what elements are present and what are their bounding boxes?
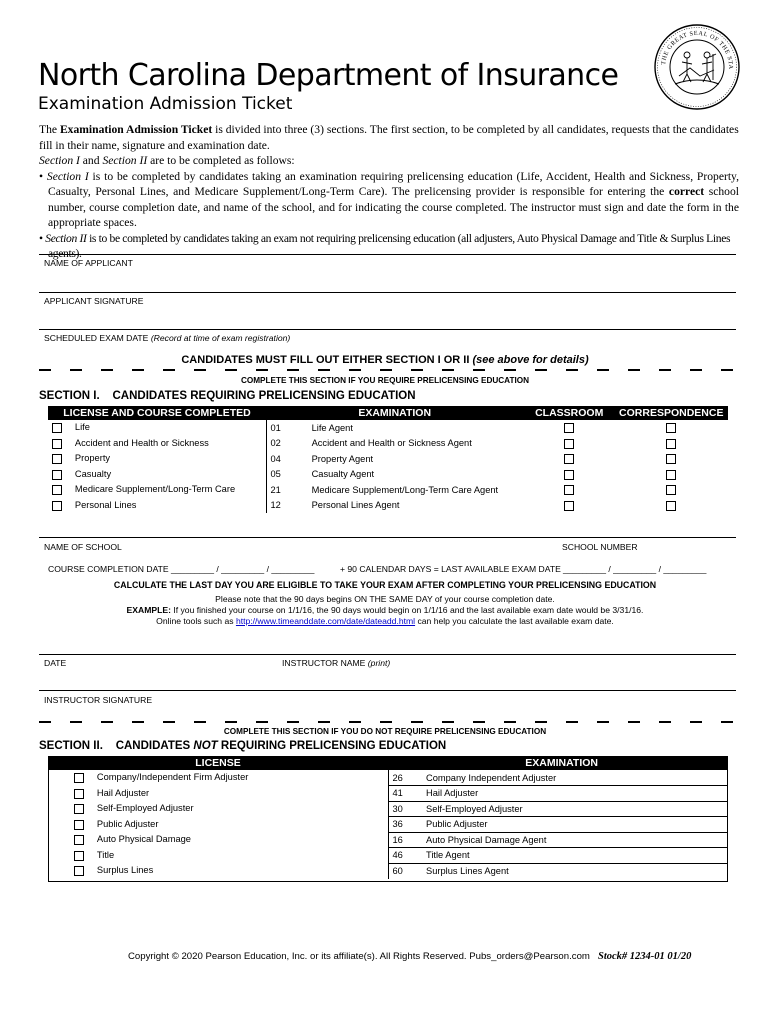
table-row: Property 04 Property Agent — [48, 451, 728, 467]
exam-code: 04 — [266, 451, 308, 467]
classroom-checkbox[interactable] — [564, 470, 574, 480]
course-checkbox[interactable] — [52, 501, 62, 511]
table-row: Casualty 05 Casualty Agent — [48, 467, 728, 483]
exam-code: 60 — [388, 863, 422, 879]
exam-name: Casualty Agent — [311, 469, 375, 480]
completion-date-field[interactable]: _________ / _________ / _________ — [171, 564, 315, 574]
table-row: Life 01 Life Agent — [48, 420, 728, 436]
applicant-signature-label: APPLICANT SIGNATURE — [44, 296, 144, 306]
exam-code: 46 — [388, 848, 422, 864]
license-checkbox[interactable] — [74, 835, 84, 845]
section2-bullet: • Section II is to be completed by candidates taking an exam not requiring prelicensing education (all adjusters, Auto Physical Damage and Title & Surplus Lines agents). — [39, 231, 731, 260]
last-exam-date-field[interactable]: _________ / _________ / _________ — [563, 564, 707, 574]
instructor-signature-line[interactable] — [39, 690, 736, 691]
license-checkbox[interactable] — [74, 820, 84, 830]
sections-intro: Section I and Section II are to be completed as follows: — [39, 154, 295, 167]
exam-code: 21 — [266, 482, 308, 498]
col-license-course: LICENSE AND COURSE COMPLETED — [48, 406, 266, 420]
correspondence-checkbox[interactable] — [666, 423, 676, 433]
exam-name: Medicare Supplement/Long-Term Care Agent — [311, 484, 499, 495]
cut-line — [39, 721, 736, 723]
classroom-checkbox[interactable] — [564, 485, 574, 495]
classroom-checkbox[interactable] — [564, 454, 574, 464]
table-row: Company/Independent Firm Adjuster 26 Company Independent Adjuster — [48, 770, 728, 786]
instructor-signature-label: INSTRUCTOR SIGNATURE — [44, 695, 153, 705]
license-checkbox[interactable] — [74, 866, 84, 876]
school-line[interactable] — [39, 537, 736, 538]
exam-name: Personal Lines Agent — [311, 500, 400, 511]
school-number-label: SCHOOL NUMBER — [562, 542, 638, 552]
license-checkbox[interactable] — [74, 851, 84, 861]
col-examination: EXAMINATION — [388, 756, 728, 770]
correspondence-checkbox[interactable] — [666, 485, 676, 495]
classroom-checkbox[interactable] — [564, 501, 574, 511]
calc-tools: Online tools such as http://www.timeanddate.com/date/dateadd.html can help you calculate the last available exam date. — [156, 616, 614, 626]
timeanddate-link[interactable]: http://www.timeanddate.com/date/dateadd.html — [235, 616, 416, 626]
table-row: Medicare Supplement/Long-Term Care 21 Medicare Supplement/Long-Term Care Agent — [48, 482, 728, 498]
instructor-name-label: INSTRUCTOR NAME (print) — [282, 658, 391, 668]
state-seal-logo — [654, 24, 740, 110]
classroom-checkbox[interactable] — [564, 439, 574, 449]
exam-name: Public Adjuster — [422, 817, 728, 833]
exam-name: Property Agent — [311, 453, 374, 464]
correspondence-checkbox[interactable] — [666, 454, 676, 464]
correspondence-checkbox[interactable] — [666, 439, 676, 449]
license-checkbox[interactable] — [74, 773, 84, 783]
instructions — [39, 122, 739, 262]
table-row: Hail Adjuster 41 Hail Adjuster — [48, 786, 728, 802]
course-checkbox[interactable] — [52, 439, 62, 449]
section2-instruction: COMPLETE THIS SECTION IF YOU DO NOT REQUIRE PRELICENSING EDUCATION — [223, 727, 547, 736]
exam-name: Surplus Lines Agent — [422, 863, 728, 879]
section1-heading: SECTION I. CANDIDATES REQUIRING PRELICENSING EDUCATION — [39, 390, 416, 402]
cut-line — [39, 369, 736, 371]
exam-name: Title Agent — [422, 848, 728, 864]
col-correspondence: CORRESPONDENCE — [615, 406, 727, 420]
exam-code: 01 — [266, 420, 308, 436]
exam-code: 41 — [388, 786, 422, 802]
section1-table — [48, 406, 728, 513]
exam-code: 16 — [388, 832, 422, 848]
copyright: Copyright © 2020 Pearson Education, Inc. or its affiliate(s). All Rights Reserved. Pubs_orders@Pearson.com — [128, 951, 590, 962]
section1-bullet: • Section I is to be completed by candidates taking an examination requiring prelicensing education (Life, Accident, Health and Sickness, Property, Casualty, Personal Lines, and Medicare Supplement/Long-Term Care). The prelicensing provider is responsible for entering the correct school number, course completion date, and name of the school, and for indicating the course completed. The instructor must sign and date the form in the appropriate spaces. — [39, 169, 739, 229]
course-checkbox[interactable] — [52, 454, 62, 464]
col-license: LICENSE — [48, 756, 388, 770]
page-subtitle: Examination Admission Ticket — [38, 94, 293, 114]
exam-name: Accident and Health or Sickness Agent — [311, 438, 472, 449]
calc-label: + 90 CALENDAR DAYS = LAST AVAILABLE EXAM DATE — [340, 564, 561, 574]
exam-code: 02 — [266, 436, 308, 452]
calc-heading: CALCULATE THE LAST DAY YOU ARE ELIGIBLE TO TAKE YOUR EXAM AFTER COMPLETING YOUR PRELICENSING EDUCATION — [113, 580, 657, 590]
page-title: North Carolina Department of Insurance — [38, 58, 619, 93]
table-row: Self-Employed Adjuster 30 Self-Employed Adjuster — [48, 801, 728, 817]
stock-number: Stock# 1234-01 01/20 — [598, 951, 692, 962]
intro-paragraph: The Examination Admission Ticket is divided into three (3) sections. The first section, to be completed by all candidates, requests that the candidates fill in their name, signature and examination date. — [39, 123, 739, 152]
applicant-name-label: NAME OF APPLICANT — [44, 258, 133, 268]
calc-note: Please note that the 90 days begins ON THE SAME DAY of your course completion date. — [215, 594, 555, 604]
col-examination: EXAMINATION — [266, 406, 523, 420]
table-row: Auto Physical Damage 16 Auto Physical Damage Agent — [48, 832, 728, 848]
course-checkbox[interactable] — [52, 423, 62, 433]
svg-text:THE GREAT SEAL OF THE STATE OF: THE GREAT SEAL OF THE STA — [660, 29, 735, 70]
applicant-name-line[interactable] — [39, 254, 736, 255]
exam-name: Company Independent Adjuster — [426, 772, 557, 783]
date-label: DATE — [44, 658, 67, 668]
either-section-notice: CANDIDATES MUST FILL OUT EITHER SECTION I OR II (see above for details) — [0, 354, 770, 366]
applicant-signature-line[interactable] — [39, 292, 736, 293]
course-checkbox[interactable] — [52, 470, 62, 480]
table-row: Public Adjuster 36 Public Adjuster — [48, 817, 728, 833]
section2-heading: SECTION II. CANDIDATES NOT REQUIRING PRELICENSING EDUCATION — [39, 740, 447, 752]
exam-name: Auto Physical Damage Agent — [422, 832, 728, 848]
exam-date-label: SCHEDULED EXAM DATE (Record at time of exam registration) — [44, 333, 291, 343]
exam-name: Self-Employed Adjuster — [422, 801, 728, 817]
section1-instruction: COMPLETE THIS SECTION IF YOU REQUIRE PRELICENSING EDUCATION — [240, 376, 530, 385]
school-name-label: NAME OF SCHOOL — [44, 542, 122, 552]
course-checkbox[interactable] — [52, 485, 62, 495]
exam-date-line[interactable] — [39, 329, 736, 330]
completion-date-label: COURSE COMPLETION DATE — [48, 564, 169, 574]
license-checkbox[interactable] — [74, 789, 84, 799]
table-row: Accident and Health or Sickness 02 Accident and Health or Sickness Agent — [48, 436, 728, 452]
exam-code: 30 — [388, 801, 422, 817]
exam-code: 12 — [266, 498, 308, 514]
exam-code: 36 — [388, 817, 422, 833]
table-row: Title 46 Title Agent — [48, 848, 728, 864]
exam-name: Life Agent — [311, 422, 353, 433]
exam-name: Hail Adjuster — [422, 786, 728, 802]
exam-code: 05 — [266, 467, 308, 483]
correspondence-checkbox[interactable] — [666, 470, 676, 480]
exam-code: 26 — [388, 770, 422, 786]
date-line[interactable] — [39, 654, 736, 655]
calc-example: EXAMPLE: If you finished your course on 1/1/16, the 90 days would begin on 1/1/16 and the last available exam date would be 3/31/16. — [126, 605, 644, 615]
table-row: Surplus Lines 60 Surplus Lines Agent — [48, 863, 728, 879]
col-classroom: CLASSROOM — [523, 406, 615, 420]
license-checkbox[interactable] — [74, 804, 84, 814]
classroom-checkbox[interactable] — [564, 423, 574, 433]
section2-table — [48, 756, 728, 879]
correspondence-checkbox[interactable] — [666, 501, 676, 511]
table-row: Personal Lines 12 Personal Lines Agent — [48, 498, 728, 514]
